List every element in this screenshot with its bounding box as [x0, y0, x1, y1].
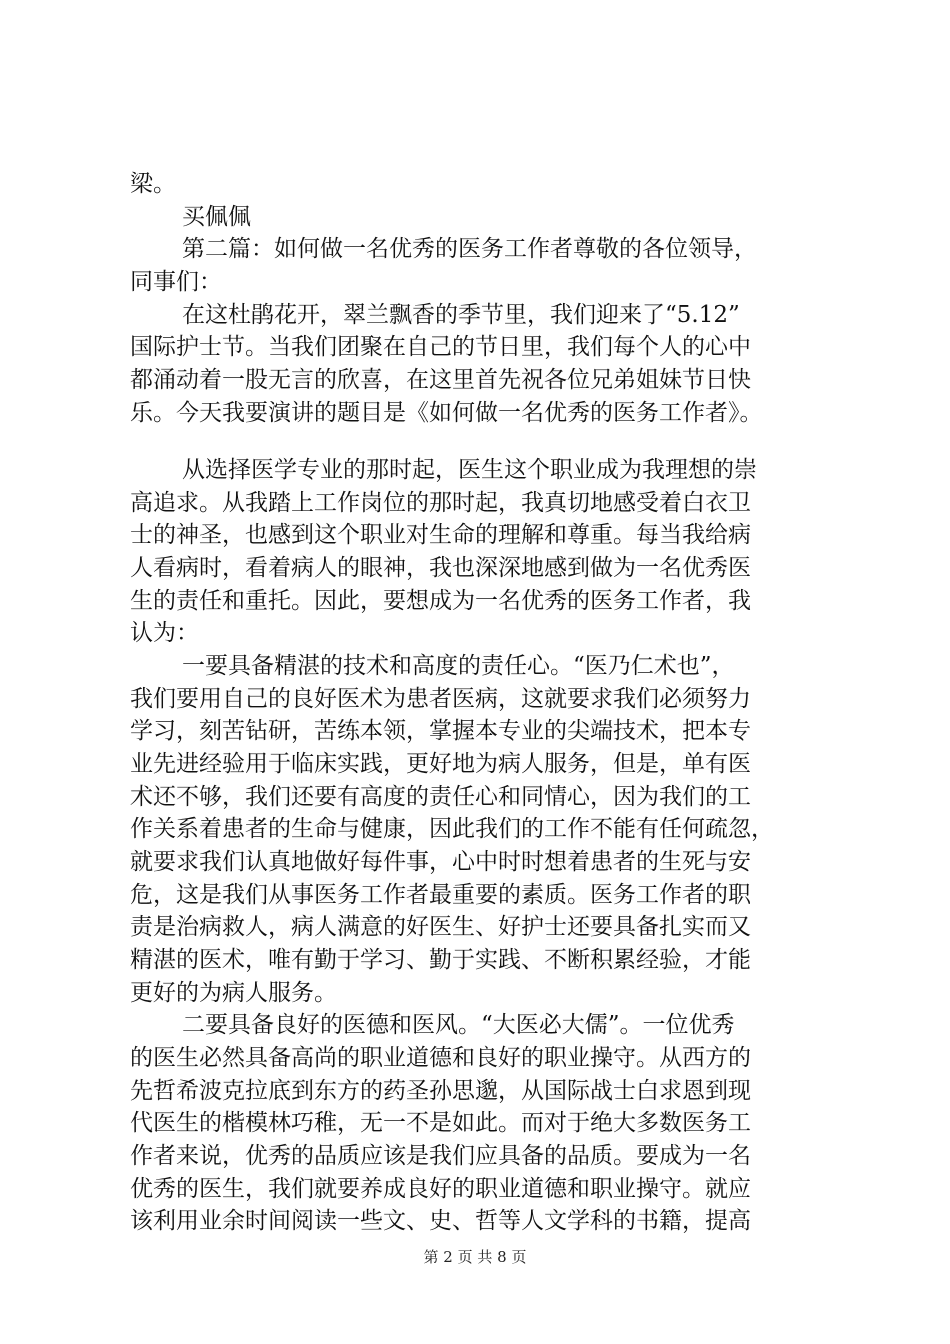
text-line: 我们要用自己的良好医术为患者医病，这就要求我们必须努力 [130, 686, 751, 712]
text-line: 梁。 [130, 171, 176, 197]
text-line: 人看病时，看着病人的眼神，我也深深地感到做为一名优秀医 [130, 555, 751, 581]
text-line: 优秀的医生，我们就要养成良好的职业道德和职业操守。就应 [130, 1176, 751, 1202]
text-line: 学习，刻苦钻研，苦练本领，掌握本专业的尖端技术，把本专 [130, 718, 751, 744]
text-line: 责是治病救人，病人满意的好医生、好护士还要具备扎实而又 [130, 914, 751, 940]
text-line: 作关系着患者的生命与健康，因此我们的工作不能有任何疏忽， [130, 816, 774, 842]
text-line: 乐。今天我要演讲的题目是《如何做一名优秀的医务工作者》。 [130, 400, 763, 426]
section-heading: 第二篇：如何做一名优秀的医务工作者尊敬的各位领导， [182, 236, 757, 262]
text-line: 二要具备良好的医德和医风。“大医必大儒”。一位优秀 [182, 1012, 735, 1038]
text-line: 代医生的楷模林巧稚，无一不是如此。而对于绝大多数医务工 [130, 1110, 751, 1136]
author-name: 买佩佩 [182, 204, 251, 230]
text-line: 认为： [130, 620, 199, 646]
text-line: 精湛的医术，唯有勤于学习、勤于实践、不断积累经验，才能 [130, 947, 751, 973]
text-line: 危，这是我们从事医务工作者最重要的素质。医务工作者的职 [130, 882, 751, 908]
text-line: 作者来说，优秀的品质应该是我们应具备的品质。要成为一名 [130, 1143, 751, 1169]
text-line: 术还不够，我们还要有高度的责任心和同情心，因为我们的工 [130, 784, 751, 810]
text-line: 在这杜鹃花开，翠兰飘香的季节里，我们迎来了“5.12” [182, 302, 740, 328]
text-line: 都涌动着一股无言的欣喜，在这里首先祝各位兄弟姐妹节日快 [130, 367, 751, 393]
text-line: 的医生必然具备高尚的职业道德和良好的职业操守。从西方的 [130, 1045, 751, 1071]
text-line: 高追求。从我踏上工作岗位的那时起，我真切地感受着白衣卫 [130, 490, 751, 516]
text-line: 同事们： [130, 269, 222, 295]
text-line: 一要具备精湛的技术和高度的责任心。“医乃仁术也”， [182, 653, 735, 679]
text-line: 该利用业余时间阅读一些文、史、哲等人文学科的书籍，提高 [130, 1208, 751, 1234]
text-line: 士的神圣，也感到这个职业对生命的理解和尊重。每当我给病 [130, 522, 751, 548]
text-line: 就要求我们认真地做好每件事，心中时时想着患者的生死与安 [130, 849, 751, 875]
text-line: 国际护士节。当我们团聚在自己的节日里，我们每个人的心中 [130, 334, 751, 360]
text-line: 先哲希波克拉底到东方的药圣孙思邈，从国际战士白求恩到现 [130, 1078, 751, 1104]
text-line: 更好的为病人服务。 [130, 980, 337, 1006]
text-line: 从选择医学专业的那时起，医生这个职业成为我理想的崇 [182, 457, 757, 483]
text-line: 生的责任和重托。因此，要想成为一名优秀的医务工作者，我 [130, 588, 751, 614]
page-number: 第 2 页 共 8 页 [423, 1248, 527, 1266]
text-line: 业先进经验用于临床实践，更好地为病人服务，但是，单有医 [130, 751, 751, 777]
